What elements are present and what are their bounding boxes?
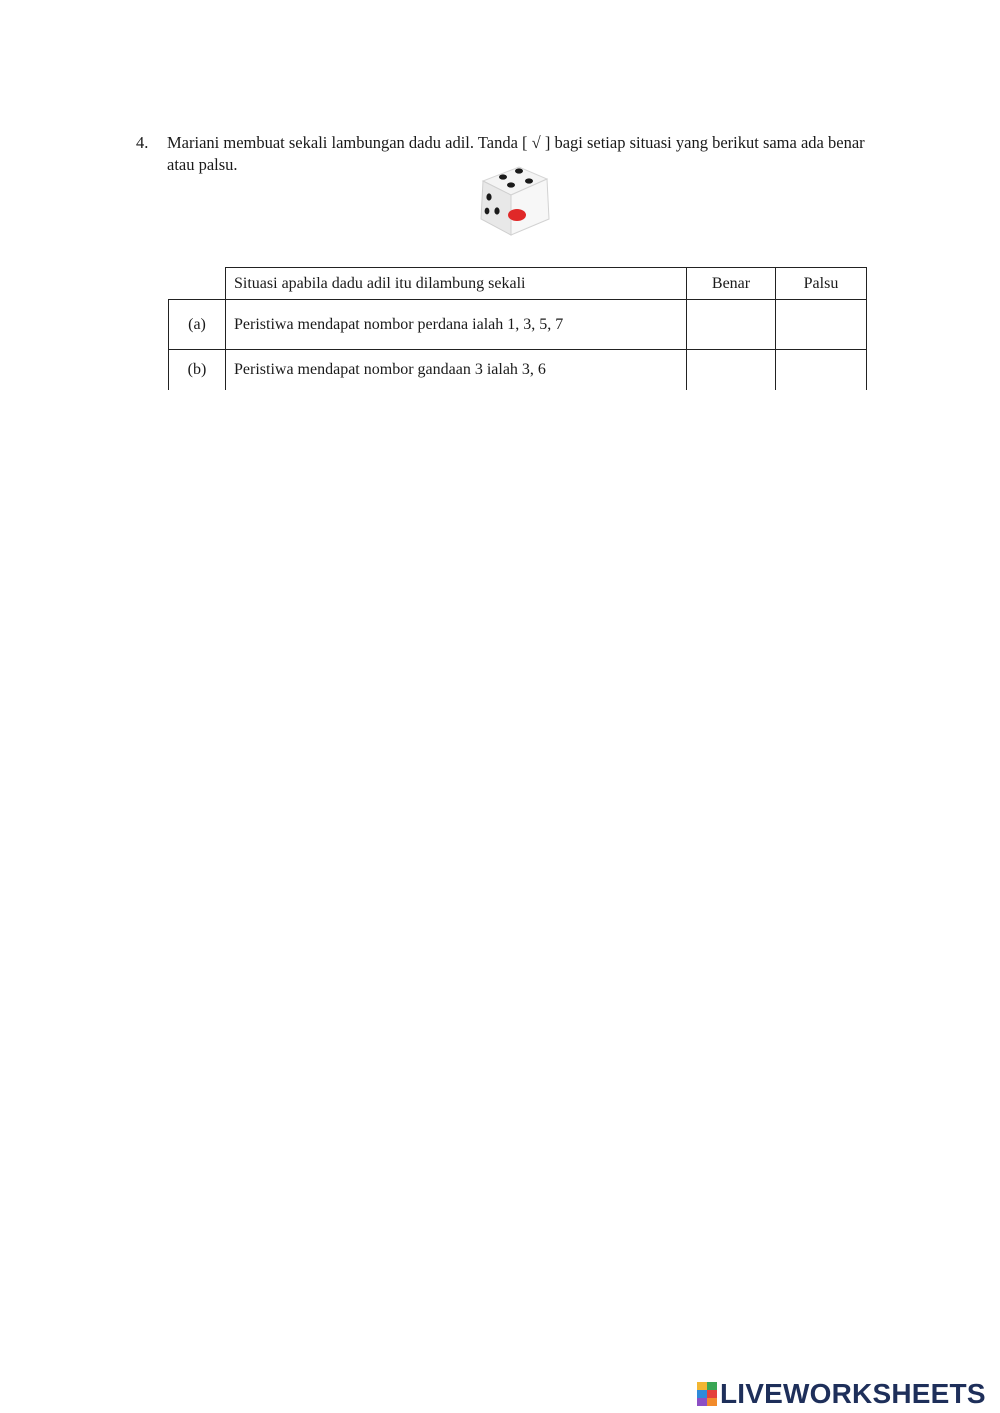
answer-table <box>168 267 867 390</box>
question-number: 4. <box>136 133 149 152</box>
liveworksheets-logo[interactable] <box>697 1378 986 1410</box>
row-label: (a) <box>169 300 226 350</box>
table-row <box>169 300 867 350</box>
logo-text: LIVEWORKSHEETS <box>720 1378 986 1409</box>
table-row <box>169 350 867 391</box>
logo-blocks-icon <box>697 1382 717 1406</box>
answer-cell-palsu-b[interactable] <box>776 350 867 391</box>
answer-cell-palsu-a[interactable] <box>776 300 867 350</box>
blank-corner-cell <box>169 268 226 300</box>
dice-icon <box>473 163 555 241</box>
row-situation: Peristiwa mendapat nombor gandaan 3 ialah 3, 6 <box>226 350 687 391</box>
row-situation: Peristiwa mendapat nombor perdana ialah 1, 3, 5, 7 <box>226 300 687 350</box>
row-label: (b) <box>169 350 226 391</box>
answer-cell-benar-a[interactable] <box>687 300 776 350</box>
header-palsu: Palsu <box>776 268 867 300</box>
answer-cell-benar-b[interactable] <box>687 350 776 391</box>
table-header-row <box>169 268 867 300</box>
header-situation: Situasi apabila dadu adil itu dilambung sekali <box>226 268 687 300</box>
question-text: Mariani membuat sekali lambungan dadu adil. Tanda [ √ ] bagi setiap situasi yang berikut sama ada benar atau palsu. <box>167 133 865 174</box>
header-benar: Benar <box>687 268 776 300</box>
